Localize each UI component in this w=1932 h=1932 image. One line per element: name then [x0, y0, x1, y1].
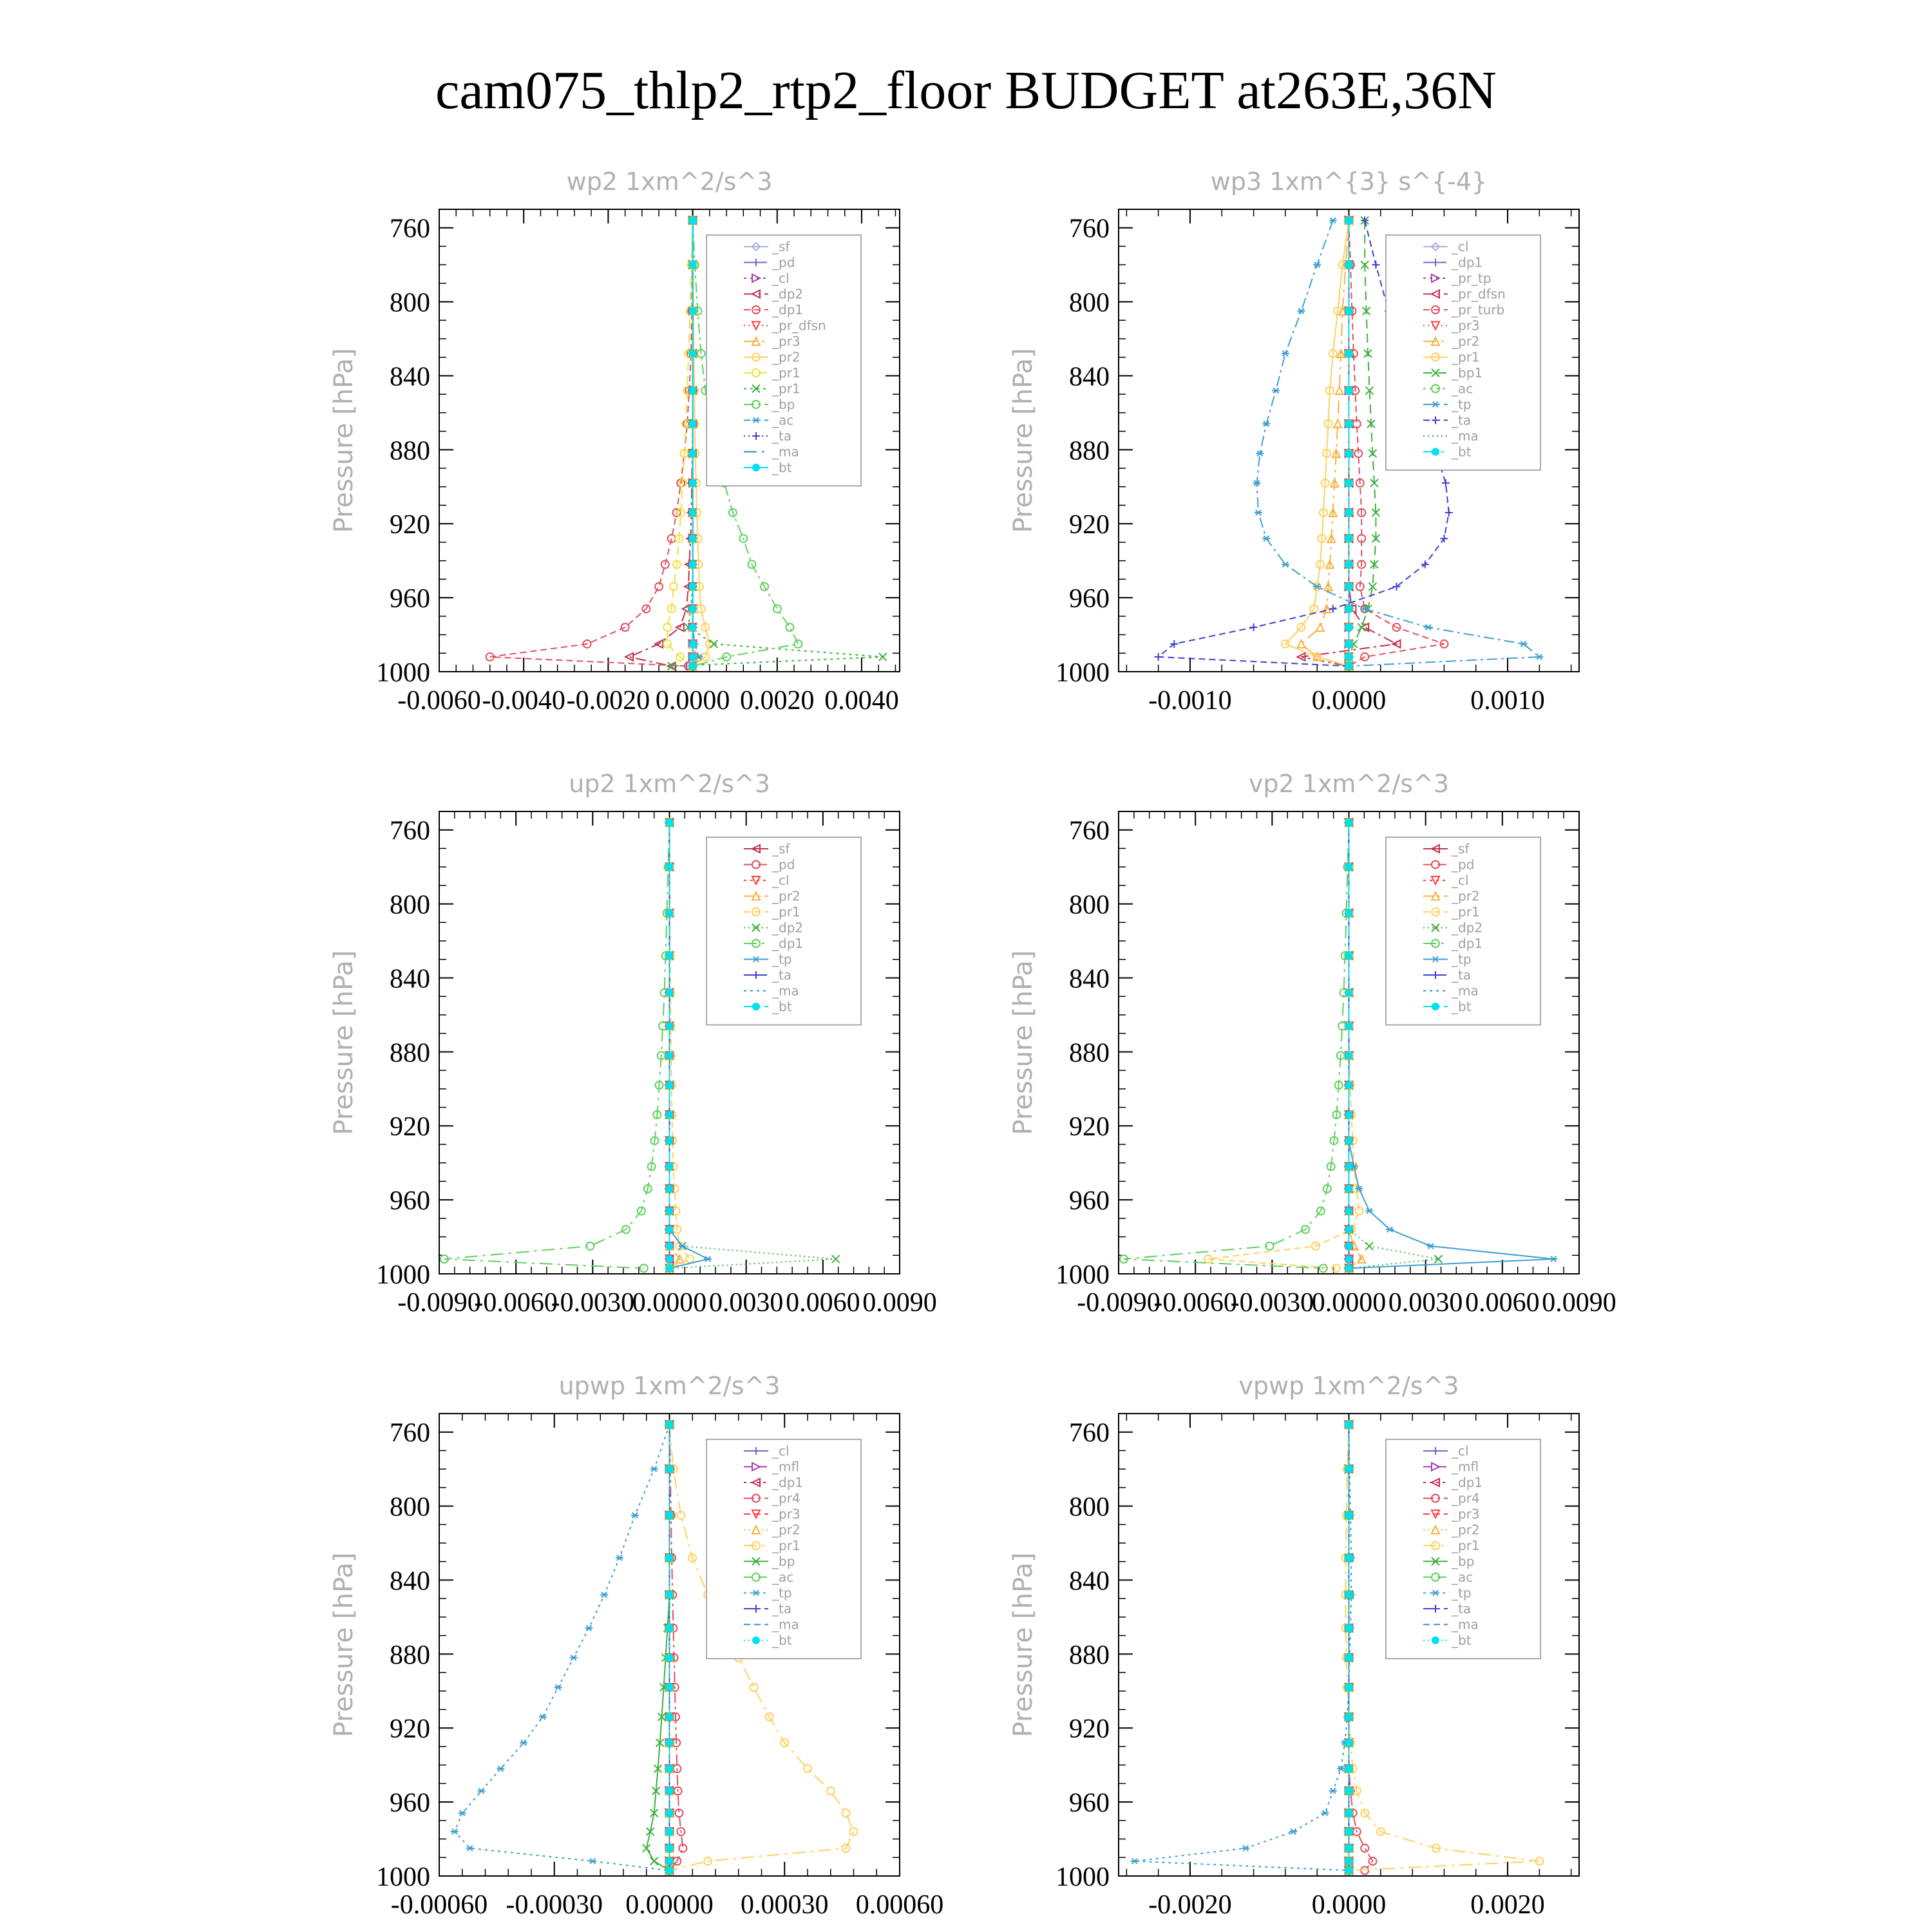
data-point: [666, 1857, 674, 1865]
legend-label: _ma: [772, 983, 799, 999]
y-tick-label: 880: [1069, 1640, 1110, 1671]
x-tick-label: -0.0030: [551, 1288, 635, 1318]
x-tick-label: -0.00060: [390, 1890, 488, 1920]
data-point: [689, 307, 697, 315]
y-axis-label: Pressure [hPa]: [329, 348, 359, 533]
data-point: [1345, 216, 1353, 224]
data-point: [689, 653, 697, 661]
data-point: [689, 640, 697, 648]
data-point: [1345, 1264, 1353, 1272]
x-tick-label: -0.00030: [506, 1890, 603, 1920]
data-point: [666, 1081, 674, 1089]
y-axis-label: Pressure [hPa]: [1009, 348, 1038, 533]
legend-label: _dp1: [1452, 1475, 1483, 1490]
data-point: [689, 450, 697, 457]
y-tick-label: 880: [390, 1640, 430, 1671]
data-point: [689, 623, 697, 631]
data-point: [666, 1022, 674, 1030]
data-point: [1345, 450, 1353, 457]
data-point: [666, 863, 674, 871]
legend-label: _cl: [1452, 239, 1469, 254]
x-tick-label: 0.0030: [1388, 1288, 1463, 1318]
y-tick-label: 920: [1069, 510, 1110, 540]
data-point: [1345, 1052, 1353, 1059]
legend-label: _bt: [1452, 444, 1472, 460]
legend-label: _cl: [772, 873, 790, 888]
y-tick-label: 880: [1069, 1038, 1110, 1068]
legend-label: _ta: [772, 967, 792, 983]
legend-label: _ac: [1452, 381, 1473, 397]
y-tick-label: 920: [390, 1714, 430, 1745]
y-tick-label: 1000: [376, 1862, 430, 1892]
legend-label: _ma: [1452, 428, 1479, 444]
y-tick-label: 760: [1069, 214, 1110, 244]
y-tick-label: 960: [390, 584, 430, 614]
data-point: [689, 560, 697, 568]
legend-label: _cl: [1452, 873, 1469, 888]
legend-label: _ta: [1452, 1601, 1472, 1616]
data-point: [666, 1421, 674, 1428]
y-tick-label: 840: [390, 964, 430, 994]
chart-title: wp2 1xm^2/s^3: [566, 167, 773, 196]
x-tick-label: -0.0090: [397, 1288, 481, 1318]
legend: [706, 837, 861, 1025]
legend-label: _ta: [1452, 412, 1472, 428]
y-tick-label: 800: [390, 890, 430, 920]
data-point: [689, 535, 697, 542]
data-point: [666, 952, 674, 960]
y-tick-label: 840: [1069, 362, 1110, 392]
legend-label: _dp1: [772, 936, 804, 951]
legend-label: _sf: [772, 239, 790, 254]
data-point: [689, 350, 697, 357]
legend: [1386, 235, 1540, 470]
data-point: [666, 1624, 674, 1632]
legend-label: _pr4: [772, 1490, 800, 1506]
legend-label: _dp2: [772, 920, 804, 936]
y-tick-label: 920: [390, 510, 430, 540]
y-tick-label: 960: [390, 1186, 430, 1217]
data-point: [666, 1591, 674, 1598]
data-point: [689, 583, 697, 591]
data-point: [1345, 1765, 1353, 1772]
data-point: [689, 662, 697, 670]
data-point: [666, 1739, 674, 1747]
x-tick-label: 0.0000: [1311, 1288, 1387, 1318]
data-point: [666, 1465, 674, 1473]
data-point: [666, 1787, 674, 1795]
legend-marker: [752, 464, 760, 471]
data-point: [1345, 1207, 1353, 1215]
data-point: [1345, 1162, 1353, 1170]
y-tick-label: 760: [390, 214, 430, 244]
legend-label: _pr2: [772, 888, 800, 904]
data-point: [1345, 1654, 1353, 1662]
y-tick-label: 920: [1069, 1714, 1110, 1745]
data-point: [666, 1683, 674, 1691]
data-point: [1345, 386, 1353, 394]
x-tick-label: 0.0010: [1470, 686, 1545, 715]
data-point: [666, 1765, 674, 1772]
data-point: [1345, 1787, 1353, 1795]
data-point: [1345, 1421, 1353, 1428]
data-point: [1345, 1255, 1353, 1263]
legend-label: _dp1: [1452, 936, 1483, 951]
data-point: [1345, 640, 1353, 648]
x-tick-label: 0.00000: [625, 1890, 714, 1920]
data-point: [689, 216, 697, 224]
legend-label: _pr3: [1452, 1506, 1480, 1522]
y-axis-label: Pressure [hPa]: [1009, 950, 1038, 1135]
y-axis-label: Pressure [hPa]: [329, 1552, 359, 1738]
legend-marker: [752, 1003, 760, 1010]
data-point: [1345, 662, 1353, 670]
data-point: [1345, 1866, 1353, 1874]
legend-label: _ma: [1452, 1616, 1479, 1633]
legend: [1386, 1439, 1540, 1659]
y-tick-label: 1000: [376, 658, 430, 688]
legend-label: _pr1: [772, 904, 800, 920]
data-point: [1345, 1111, 1353, 1119]
x-tick-label: -0.0090: [1077, 1288, 1160, 1318]
data-point: [666, 1226, 674, 1233]
data-point: [666, 1809, 674, 1817]
data-point: [1345, 1713, 1353, 1721]
data-point: [666, 1111, 674, 1119]
legend-label: _pr_tp: [1452, 270, 1492, 286]
x-tick-label: 0.0000: [1311, 1890, 1387, 1920]
data-point: [1345, 420, 1353, 428]
data-point: [1345, 1465, 1353, 1473]
legend-label: _pd: [1452, 857, 1475, 873]
legend-label: _pr_dfsn: [772, 317, 826, 334]
legend-label: _ac: [772, 412, 794, 428]
data-point: [1345, 509, 1353, 516]
legend-label: _tp: [772, 1585, 792, 1601]
legend-label: _pr3: [1452, 317, 1480, 334]
y-tick-label: 840: [390, 1566, 430, 1596]
data-point: [666, 1137, 674, 1144]
x-tick-label: -0.0060: [397, 686, 481, 715]
legend-label: _ma: [772, 444, 799, 460]
legend-label: _pr1: [772, 365, 800, 381]
data-point: [1345, 1554, 1353, 1562]
x-tick-label: 0.0020: [740, 686, 815, 715]
legend-label: _pr1: [1452, 349, 1480, 365]
data-point: [1345, 605, 1353, 612]
data-point: [666, 1264, 674, 1272]
legend-label: _bp: [772, 1553, 795, 1569]
data-point: [1345, 952, 1353, 960]
y-tick-label: 960: [1069, 584, 1110, 614]
data-point: [666, 1162, 674, 1170]
legend: [1386, 837, 1540, 1025]
data-point: [689, 420, 697, 428]
data-point: [1345, 1226, 1353, 1233]
legend-label: _bt: [772, 460, 792, 475]
data-point: [1345, 1022, 1353, 1030]
y-tick-label: 880: [390, 436, 430, 466]
legend-label: _pd: [772, 857, 795, 873]
x-tick-label: 0.00060: [855, 1890, 944, 1920]
y-tick-label: 760: [390, 1418, 430, 1448]
legend-label: _bp: [772, 397, 795, 412]
legend-label: _dp1: [772, 302, 804, 317]
x-tick-label: -0.0060: [1153, 1288, 1237, 1318]
legend-label: _pr3: [772, 334, 800, 349]
legend-label: _pr1: [1452, 1538, 1480, 1553]
legend-label: _pd: [772, 254, 795, 270]
legend-label: _cl: [1452, 1443, 1469, 1459]
data-point: [666, 1828, 674, 1835]
data-point: [1345, 307, 1353, 315]
legend-label: _cl: [772, 270, 790, 286]
data-point: [1345, 560, 1353, 568]
x-tick-label: -0.0060: [474, 1288, 558, 1318]
data-point: [666, 989, 674, 996]
data-point: [689, 386, 697, 394]
data-point: [1345, 1683, 1353, 1691]
data-point: [666, 1713, 674, 1721]
legend-label: _pr3: [772, 1506, 800, 1522]
legend-label: _pr2: [1452, 888, 1480, 904]
legend-label: _ma: [772, 1616, 799, 1633]
y-tick-label: 760: [1069, 1418, 1110, 1448]
legend-label: _pr2: [1452, 334, 1480, 349]
figure-title: cam075_thlp2_rtp2_floor BUDGET at263E,36N: [435, 61, 1497, 120]
data-point: [689, 605, 697, 612]
y-tick-label: 960: [1069, 1186, 1110, 1217]
legend-label: _bt: [1452, 1633, 1472, 1648]
legend-label: _pr2: [1452, 1522, 1480, 1538]
x-tick-label: 0.0060: [1465, 1288, 1540, 1318]
legend-marker: [1432, 1003, 1439, 1010]
legend-label: _ma: [1452, 983, 1479, 999]
y-tick-label: 840: [1069, 1566, 1110, 1596]
y-tick-label: 800: [1069, 890, 1110, 920]
data-point: [1345, 1844, 1353, 1852]
legend-marker: [752, 1636, 760, 1644]
data-point: [1345, 1624, 1353, 1632]
data-point: [666, 819, 674, 826]
legend-label: _tp: [1452, 1585, 1472, 1601]
y-tick-label: 1000: [1056, 1862, 1110, 1892]
x-tick-label: 0.0060: [786, 1288, 860, 1318]
data-point: [1345, 1809, 1353, 1817]
data-point: [689, 509, 697, 516]
x-tick-label: 0.0000: [655, 686, 730, 715]
y-axis-label: Pressure [hPa]: [1009, 1552, 1038, 1738]
legend-label: _bt: [772, 1633, 792, 1648]
y-tick-label: 880: [390, 1038, 430, 1068]
legend-label: _mfl: [1452, 1459, 1479, 1475]
data-point: [1345, 1857, 1353, 1865]
legend-label: _dp1: [1452, 254, 1483, 270]
legend-label: _bp1: [1452, 365, 1483, 381]
x-tick-label: 0.00030: [741, 1890, 829, 1920]
chart-title: upwp 1xm^2/s^3: [558, 1372, 781, 1400]
data-point: [666, 909, 674, 917]
x-tick-label: 0.0040: [824, 686, 899, 715]
legend-label: _ta: [772, 428, 792, 444]
legend-label: _pr1: [772, 1538, 800, 1553]
legend-label: _ac: [1452, 1569, 1473, 1585]
legend-label: _bp: [1452, 1553, 1475, 1569]
legend-label: _cl: [772, 1443, 790, 1459]
legend-label: _sf: [1452, 841, 1470, 857]
data-point: [689, 261, 697, 269]
data-point: [1345, 1591, 1353, 1598]
y-axis-label: Pressure [hPa]: [329, 950, 359, 1135]
legend-label: _ta: [772, 1601, 792, 1616]
data-point: [666, 1554, 674, 1562]
legend-marker: [1432, 1636, 1439, 1644]
legend-label: _pr1: [772, 381, 800, 397]
legend-label: _pr_turb: [1452, 302, 1505, 317]
data-point: [1345, 350, 1353, 357]
data-point: [1345, 1511, 1353, 1519]
legend-label: _dp2: [1452, 920, 1483, 936]
legend-label: _ta: [1452, 967, 1472, 983]
data-point: [666, 1207, 674, 1215]
data-point: [1345, 1242, 1353, 1250]
data-point: [666, 1255, 674, 1263]
legend-label: _sf: [772, 841, 790, 857]
legend: [706, 235, 861, 486]
data-point: [1345, 479, 1353, 487]
data-point: [666, 1052, 674, 1059]
legend-label: _pr1: [1452, 904, 1480, 920]
data-point: [666, 1185, 674, 1193]
y-tick-label: 840: [390, 362, 430, 392]
chart-title: vpwp 1xm^2/s^3: [1238, 1372, 1459, 1400]
y-tick-label: 760: [390, 816, 430, 846]
legend-label: _pr_dfsn: [1452, 286, 1506, 302]
y-tick-label: 880: [1069, 436, 1110, 466]
legend-label: _mfl: [772, 1459, 800, 1475]
x-tick-label: 0.0020: [1470, 1890, 1545, 1920]
data-point: [666, 1866, 674, 1874]
legend-marker: [1432, 448, 1439, 456]
legend-label: _tp: [1452, 951, 1472, 967]
data-point: [1345, 653, 1353, 661]
x-tick-label: 0.0090: [1542, 1288, 1616, 1318]
data-point: [1345, 1185, 1353, 1193]
legend-label: _dp2: [772, 286, 804, 302]
legend-label: _pr2: [772, 1522, 800, 1538]
data-point: [1345, 1739, 1353, 1747]
data-point: [1345, 1081, 1353, 1089]
legend-label: _tp: [1452, 397, 1472, 412]
data-point: [1345, 863, 1353, 871]
x-tick-label: 0.0000: [632, 1288, 707, 1318]
y-tick-label: 920: [1069, 1112, 1110, 1142]
data-point: [689, 479, 697, 487]
y-tick-label: 800: [390, 1492, 430, 1522]
x-tick-label: 0.0030: [708, 1288, 784, 1318]
chart-title: vp2 1xm^2/s^3: [1248, 770, 1450, 798]
x-tick-label: -0.0040: [482, 686, 565, 715]
y-tick-label: 760: [1069, 816, 1110, 846]
x-tick-label: 0.0090: [862, 1288, 937, 1318]
x-tick-label: -0.0020: [1148, 1890, 1232, 1920]
legend-label: _tp: [772, 951, 792, 967]
y-tick-label: 1000: [1056, 658, 1110, 688]
x-tick-label: -0.0010: [1148, 686, 1232, 715]
legend-label: _pr4: [1452, 1490, 1480, 1506]
legend-label: _bt: [1452, 999, 1472, 1014]
x-tick-label: -0.0020: [566, 686, 650, 715]
data-point: [1345, 819, 1353, 826]
data-point: [1345, 909, 1353, 917]
data-point: [1345, 989, 1353, 996]
legend-label: _bt: [772, 999, 792, 1014]
y-tick-label: 960: [390, 1788, 430, 1819]
y-tick-label: 800: [390, 288, 430, 318]
legend-label: _pr2: [772, 349, 800, 365]
data-point: [666, 1654, 674, 1662]
y-tick-label: 960: [1069, 1788, 1110, 1819]
y-tick-label: 840: [1069, 964, 1110, 994]
legend-label: _dp1: [772, 1475, 804, 1490]
data-point: [1345, 535, 1353, 542]
chart-title: up2 1xm^2/s^3: [569, 770, 770, 798]
data-point: [666, 1844, 674, 1852]
data-point: [1345, 623, 1353, 631]
data-point: [1345, 1137, 1353, 1144]
legend: [706, 1439, 861, 1659]
y-tick-label: 1000: [1056, 1260, 1110, 1290]
legend-label: _ac: [772, 1569, 794, 1585]
data-point: [666, 1511, 674, 1519]
y-tick-label: 920: [390, 1112, 430, 1142]
y-tick-label: 1000: [376, 1260, 430, 1290]
chart-title: wp3 1xm^{3} s^{-4}: [1210, 167, 1488, 196]
data-point: [666, 1242, 674, 1250]
data-point: [1345, 1828, 1353, 1835]
y-tick-label: 800: [1069, 1492, 1110, 1522]
y-tick-label: 800: [1069, 288, 1110, 318]
x-tick-label: -0.0030: [1230, 1288, 1314, 1318]
data-point: [1345, 583, 1353, 591]
data-point: [1345, 261, 1353, 269]
x-tick-label: 0.0000: [1311, 686, 1387, 715]
